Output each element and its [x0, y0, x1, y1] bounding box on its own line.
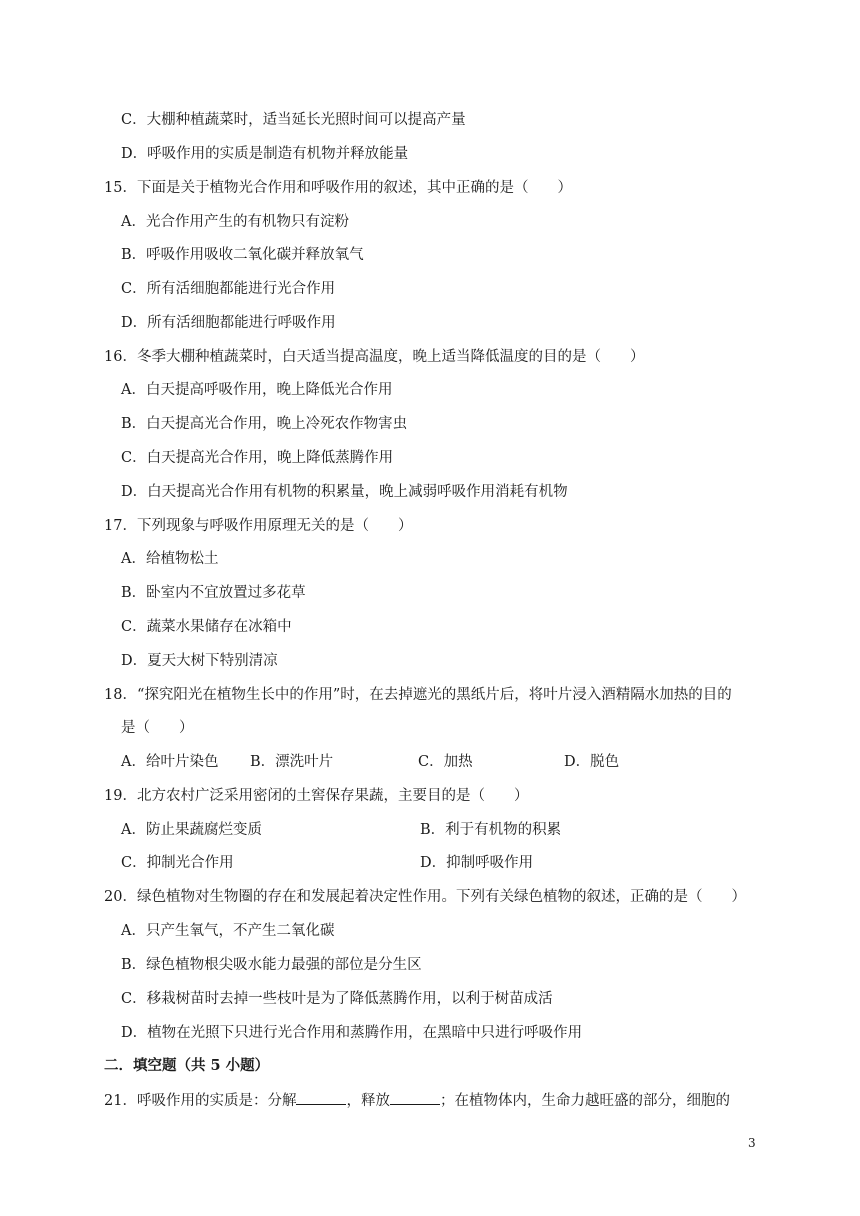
- q20-option-b: B．绿色植物根尖吸水能力最强的部位是分生区: [121, 957, 422, 973]
- q20-option-a: A．只产生氧气，不产生二氧化碳: [121, 923, 335, 939]
- question-15: 15．下面是关于植物光合作用和呼吸作用的叙述，其中正确的是（ ）: [104, 180, 572, 196]
- q21-text-part1: 21．呼吸作用的实质是：分解: [104, 1093, 297, 1109]
- answer-blank: [296, 1090, 346, 1105]
- q20-option-d: D．植物在光照下只进行光合作用和蒸腾作用，在黑暗中只进行呼吸作用: [121, 1025, 583, 1041]
- question-16: 16．冬季大棚种植蔬菜时，白天适当提高温度，晚上适当降低温度的目的是（ ）: [104, 349, 645, 365]
- question-17: 17．下列现象与呼吸作用原理无关的是（ ）: [104, 518, 413, 534]
- q19-option-b: B．利于有机物的积累: [420, 822, 562, 838]
- q15-option-d: D．所有活细胞都能进行呼吸作用: [121, 315, 336, 331]
- question-21: [104, 1090, 730, 1111]
- q16-option-c: C．白天提高光合作用，晚上降低蒸腾作用: [121, 450, 394, 466]
- q17-option-b: B．卧室内不宜放置过多花草: [121, 585, 306, 601]
- section-heading-fill-in: 二．填空题（共 5 小题）: [104, 1057, 270, 1074]
- q17-option-c: C．蔬菜水果储存在冰箱中: [121, 619, 292, 635]
- question-19: 19．北方农村广泛采用密闭的土窖保存果蔬，主要目的是（ ）: [104, 788, 529, 804]
- q21-text-part2: ，释放: [346, 1093, 390, 1109]
- q18-option-a: A．给叶片染色: [121, 754, 219, 770]
- q15-option-a: A．光合作用产生的有机物只有淀粉: [121, 214, 349, 230]
- q18-option-c: C．加热: [418, 754, 473, 770]
- question-18: 18．“探究阳光在植物生长中的作用”时，在去掉遮光的黑纸片后，将叶片浸入酒精隔水加热的目的: [104, 687, 732, 703]
- q21-text-part3: ；在植物体内，生命力越旺盛的部分，细胞的: [439, 1093, 730, 1109]
- answer-blank: [390, 1090, 440, 1105]
- q19-option-c: C．抑制光合作用: [121, 855, 234, 871]
- q16-option-b: B．白天提高光合作用，晚上冷死农作物害虫: [121, 416, 408, 432]
- q16-option-a: A．白天提高呼吸作用，晚上降低光合作用: [121, 382, 393, 398]
- q14-option-c: C．大棚种植蔬菜时，适当延长光照时间可以提高产量: [121, 112, 466, 128]
- q19-option-a: A．防止果蔬腐烂变质: [121, 822, 262, 838]
- q18-option-d: D．脱色: [564, 754, 620, 770]
- q15-option-b: B．呼吸作用吸收二氧化碳并释放氧气: [121, 247, 364, 263]
- q17-option-a: A．给植物松土: [121, 551, 219, 567]
- q14-option-d: D．呼吸作用的实质是制造有机物并释放能量: [121, 146, 409, 162]
- q17-option-d: D．夏天大树下特别清凉: [121, 653, 278, 669]
- question-20: 20．绿色植物对生物圈的存在和发展起着决定性作用。下列有关绿色植物的叙述，正确的是（ ）: [104, 889, 746, 905]
- q15-option-c: C．所有活细胞都能进行光合作用: [121, 281, 336, 297]
- page-number: 3: [748, 1136, 756, 1150]
- q20-option-c: C．移栽树苗时去掉一些枝叶是为了降低蒸腾作用，以利于树苗成活: [121, 991, 553, 1007]
- q18-option-b: B．漂洗叶片: [250, 754, 334, 770]
- q16-option-d: D．白天提高光合作用有机物的积累量，晚上减弱呼吸作用消耗有机物: [121, 484, 568, 500]
- question-18-continued: 是（ ）: [121, 720, 194, 736]
- q19-option-d: D．抑制呼吸作用: [420, 855, 534, 871]
